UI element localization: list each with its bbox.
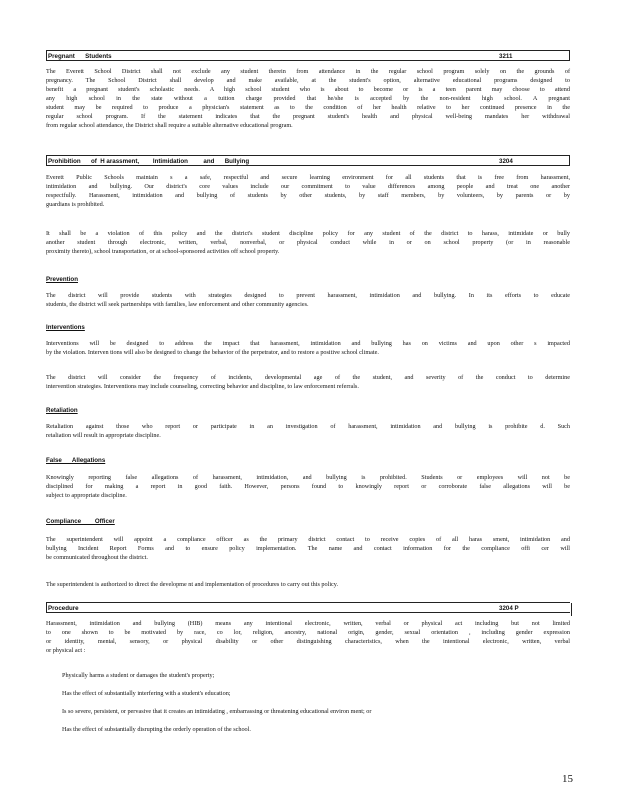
list-item-text: Is so severe, persistent, or pervasive that it creates an intimidating , embarrassing or threatening educational environ ment; or [62,708,372,715]
list-item [46,708,570,717]
paragraph-false-allegations [46,474,570,501]
text-line: or identity, mental, sensory, or physical disability or other distinguishing characteristics, when the intentional electronic, written, verbal [46,637,570,645]
text-line: pregnancy. The School District shall develop and make available, at the student's option, alternative educational programs designed to [46,76,570,84]
paragraph-compliance-2 [46,581,570,590]
subheading-false-allegations: False Allegations [46,457,106,464]
section-title: Procedure [48,605,79,612]
subheading-prevention: Prevention [46,276,78,283]
page-number: 15 [562,773,573,785]
section-header-prohibition-of-harassment [46,155,570,166]
list-item [46,726,570,735]
text-line: to one shown to be motivated by race, co lor, religion, ancestry, national origin, gender, sexual orientation , including gender expression [46,628,570,636]
text-line: student may be required to produce a physician's statement as to the condition of her health relative to her continued presence in the [46,103,570,111]
text-line: by the violation. Interven tions will also be designed to change the behavior of the perpetrator, and to restore a positive school climate. [46,348,379,356]
text-line: intimidation and bullying. Our district's core values include our commitment to value differences among people and treat one another [46,182,570,190]
text-line: intervention strategies. Interventions may include counseling, correcting behavior and discipline, to law enforcement referrals. [46,382,359,390]
section-header-pregnant-students [46,50,570,61]
list-item [46,672,570,681]
policy-code: 3204 P [499,605,519,612]
text-line: subject to appropriate discipline. [46,491,127,499]
text-line: proximity thereto), school transportation, or at school-sponsored activities off school property. [46,247,280,255]
subheading-interventions: Interventions [46,324,85,331]
section-header-procedure [46,602,570,613]
paragraph-retaliation [46,423,570,441]
policy-code: 3211 [499,53,513,60]
text-line: It shall be a violation of this policy and the district's student discipline policy for any student of the district to harass, intimidate or bully [46,230,570,237]
text-line: or physical act : [46,646,86,654]
paragraph-compliance-1 [46,536,570,563]
paragraph-prohibition-2 [46,230,570,257]
text-line: The Everett School District shall not exclude any student therein from attendance in the regular school program solely on the grounds of [46,68,570,75]
text-line: disciplined for making a report in good faith. However, persons found to knowingly report or corroborate false allegations will be [46,482,570,490]
text-line: The district will consider the frequency of incidents, developmental age of the student, and severity of the conduct to determine [46,374,570,381]
text-line: respectfully. Harassment, intimidation and bullying of students by other students, by staff members, by volunteers, by parents or by [46,191,570,199]
text-line: students, the district will seek partnerships with families, law enforcement and other community agencies. [46,300,309,308]
text-line: be communicated throughout the district. [46,553,148,561]
section-title: Prohibition of H arassment, Intimidation and Bullying [48,158,250,165]
paragraph-interventions-1 [46,340,570,358]
text-line: regular school program. If the statement indicates that the pregnant student's health and physical well-being mandates her withdrawal [46,112,570,120]
list-item [46,690,570,699]
list-item-text: Has the effect of substantially interfering with a student's education; [62,690,231,697]
text-line: Everett Public Schools maintain s a safe, respectful and secure learning environment for all students that is free from harassment, [46,174,570,181]
paragraph-pregnant-students [46,68,570,131]
paragraph-prohibition-1 [46,174,570,210]
text-line: retaliation will result in appropriate discipline. [46,431,161,439]
paragraph-interventions-2 [46,374,570,392]
text-line: benefit a pregnant student's scholastic needs. A high school student who is about to become or is a teen parent may choose to attend [46,85,570,93]
text-line: Knowingly reporting false allegations of harassment, intimidation, and bullying is prohibited. Students or employees will not be [46,474,570,481]
text-line: another student through electronic, written, verbal, nonverbal, or physical conduct while in or on school property (or in reasonable [46,238,570,246]
policy-code: 3204 [499,158,513,165]
subheading-retaliation: Retaliation [46,407,78,414]
text-line: The superintendent will appoint a compliance officer as the primary district contact to receive copies of all haras sment, intimidation and [46,536,570,543]
section-title: Pregnant Students [48,53,112,60]
text-line: bullying Incident Report Forms and to ensure policy implementation. The name and contact information for the compliance offi cer will [46,544,570,552]
text-line: from regular school attendance, the District shall require a suitable alternative educational program. [46,121,293,129]
paragraph-procedure [46,620,570,656]
list-item-text: Has the effect of substantially disrupting the orderly operation of the school. [62,726,251,733]
text-line: Harassment, intimidation and bullying (HIB) means any intentional electronic, written, verbal or physical act including but not limited [46,620,570,627]
subheading-compliance-officer: Compliance Officer [46,518,115,525]
text-line: Retaliation against those who report or participate in an investigation of harassment, intimidation and bullying is prohibite d. Such [46,423,570,430]
paragraph-prevention [46,292,570,310]
text-line: Interventions will be designed to address the impact that harassment, intimidation and bullying has on victims and upon other s impacted [46,340,570,347]
text-line: The superintendent is authorized to direct the developme nt and implementation of procedures to carry out this policy. [46,581,339,588]
text-line: The district will provide students with strategies designed to prevent harassment, intimidation and bullying. In its efforts to educate [46,292,570,299]
list-item-text: Physically harms a student or damages the student's property; [62,672,215,679]
text-line: guardians is prohibited. [46,200,105,208]
text-line: any high school in the state without a tuition charge provided that he/she is accepted by the non-resident high school. A pregnant [46,94,570,102]
